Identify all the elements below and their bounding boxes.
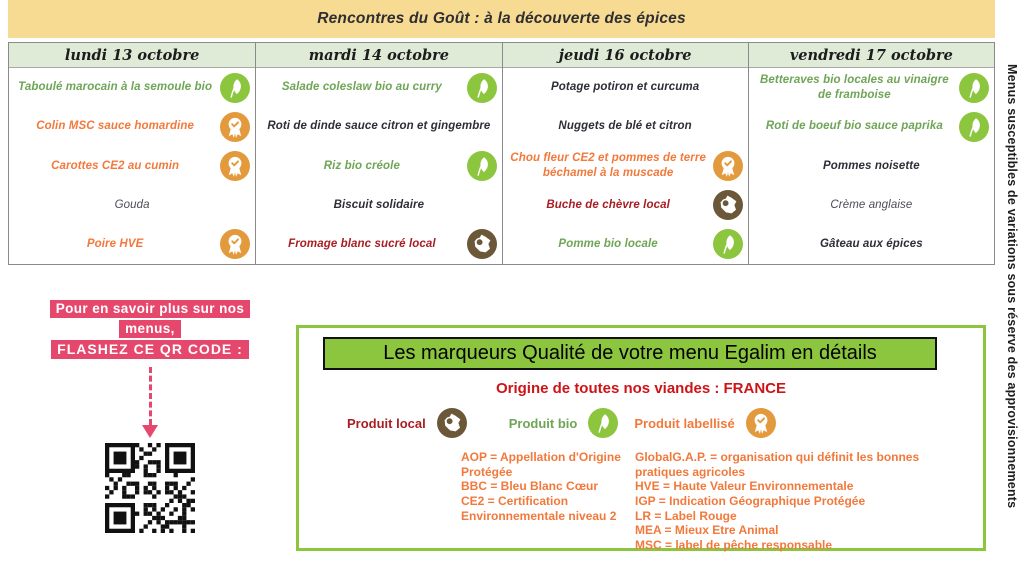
menu-day-column — [748, 43, 994, 264]
abbreviations-left-column — [461, 450, 633, 552]
day-body — [9, 68, 255, 264]
menu-item-label: Pomme bio locale — [558, 237, 658, 250]
medal-icon — [713, 151, 743, 181]
legend-title: Les marqueurs Qualité de votre menu Egalim en détails — [323, 337, 937, 370]
leaf-icon — [467, 73, 497, 103]
menu-item-label: Carottes CE2 au cumin — [51, 159, 180, 172]
menu-item — [503, 68, 748, 107]
side-note: Menus susceptibles de variations sous réserve des approvisionnements — [1005, 64, 1019, 509]
menu-item — [256, 68, 501, 107]
menu-item-label: Taboulé marocain à la semoule bio — [18, 81, 213, 94]
page-title: Rencontres du Goût : à la découverte des épices — [317, 10, 686, 27]
medal-icon — [220, 151, 250, 181]
day-header: vendredi 17 octobre — [749, 43, 994, 68]
menu-item-label: Fromage blanc sucré local — [288, 237, 436, 250]
menu-item-label: Salade coleslaw bio au curry — [281, 81, 442, 94]
abbreviation-entry: GlobalG.A.P. = organisation qui définit les bonnes pratiques agricoles — [635, 450, 920, 479]
menu-item — [749, 186, 994, 225]
menu-item — [503, 146, 748, 185]
menu-item-label: Riz bio créole — [323, 159, 400, 172]
menu-item-label: Crème anglaise — [830, 198, 913, 211]
arrow-down-dashed — [149, 367, 152, 425]
menu-day-column — [255, 43, 501, 264]
menu-item — [9, 146, 255, 185]
day-body — [749, 68, 994, 264]
france-magnifier-icon — [713, 190, 743, 220]
arrow-head-icon — [142, 425, 158, 438]
menu-item-label: Chou fleur CE2 et pommes de terre béchamel à la muscade — [510, 152, 706, 179]
leaf-icon — [959, 112, 989, 142]
menu-item — [749, 146, 994, 185]
day-header: lundi 13 octobre — [9, 43, 255, 68]
menu-item-label: Pommes noisette — [823, 159, 920, 172]
france-magnifier-icon — [467, 229, 497, 259]
abbreviation-entry: IGP = Indication Géographique Protégée — [635, 493, 866, 508]
leaf-icon — [713, 229, 743, 259]
menu-item-label: Roti de dinde sauce citron et gingembre — [267, 120, 491, 133]
france-magnifier-icon — [437, 408, 467, 438]
menu-item — [503, 225, 748, 264]
day-header: jeudi 16 octobre — [503, 43, 748, 68]
legend-marker-label: Produit local — [347, 415, 426, 431]
menu-day-column — [9, 43, 255, 264]
abbreviation-entry: AOP = Appellation d'Origine Protégée — [461, 450, 621, 479]
leaf-icon — [959, 73, 989, 103]
menu-item — [9, 225, 255, 264]
abbreviation-entry: HVE = Haute Valeur Environnementale — [635, 479, 854, 494]
medal-icon — [220, 112, 250, 142]
menu-item — [9, 107, 255, 146]
menu-item — [256, 107, 501, 146]
day-header: mardi 14 octobre — [256, 43, 501, 68]
leaf-icon — [220, 73, 250, 103]
menu-item-label: Biscuit solidaire — [333, 198, 425, 211]
legend-marker-label: Produit bio — [508, 415, 578, 431]
menu-item — [503, 186, 748, 225]
menu-item — [749, 68, 994, 107]
page-title-band — [8, 0, 995, 38]
menu-item — [503, 107, 748, 146]
menu-item-label: Gâteau aux épices — [820, 237, 923, 250]
menu-item-label: Gouda — [114, 198, 150, 211]
menu-item-label: Buche de chèvre local — [546, 198, 670, 211]
qr-block — [18, 300, 282, 533]
leaf-icon — [588, 408, 618, 438]
legend-abbreviations — [461, 450, 925, 552]
legend-markers — [347, 408, 776, 438]
legend-marker-label: Produit labellisé — [634, 415, 735, 431]
qr-text-line-2: menus, — [119, 320, 181, 338]
qr-text-line-1: Pour en savoir plus sur nos — [50, 300, 251, 318]
qr-code-icon — [105, 443, 195, 533]
qr-text-line-3: FLASHEZ CE QR CODE : — [51, 340, 249, 359]
legend-box — [296, 325, 986, 551]
menu-item — [749, 107, 994, 146]
legend-marker — [347, 408, 467, 438]
menu-table — [8, 42, 995, 265]
menu-item — [256, 225, 501, 264]
menu-item-label: Roti de boeuf bio sauce paprika — [765, 120, 943, 133]
menu-item — [9, 68, 255, 107]
abbreviation-entry: LR = Label Rouge — [635, 508, 737, 523]
abbreviation-entry: MSC = label de pêche responsable — [635, 537, 833, 552]
menu-item-label: Poire HVE — [86, 237, 144, 250]
abbreviations-right-column — [635, 450, 925, 552]
menu-item — [749, 225, 994, 264]
menu-item-label: Nuggets de blé et citron — [558, 120, 692, 133]
legend-origin-note: Origine de toutes nos viandes : FRANCE — [495, 380, 787, 397]
legend-marker — [509, 408, 619, 438]
abbreviation-entry: MEA = Mieux Etre Animal — [635, 523, 779, 538]
leaf-icon — [467, 151, 497, 181]
day-body — [256, 68, 501, 264]
abbreviation-entry: BBC = Bleu Blanc Cœur — [461, 479, 599, 494]
menu-item-label: Betteraves bio locales au vinaigre de framboise — [759, 73, 949, 101]
medal-icon — [220, 229, 250, 259]
day-body — [503, 68, 748, 264]
abbreviation-entry: CE2 = Certification Environnementale niveau 2 — [461, 493, 617, 523]
menu-item — [256, 186, 501, 225]
menu-item — [256, 146, 501, 185]
legend-marker — [634, 408, 775, 438]
medal-icon — [746, 408, 776, 438]
menu-day-column — [502, 43, 748, 264]
menu-item-label: Potage potiron et curcuma — [551, 81, 700, 94]
menu-item-label: Colin MSC sauce homardine — [36, 120, 195, 133]
menu-item — [9, 186, 255, 225]
